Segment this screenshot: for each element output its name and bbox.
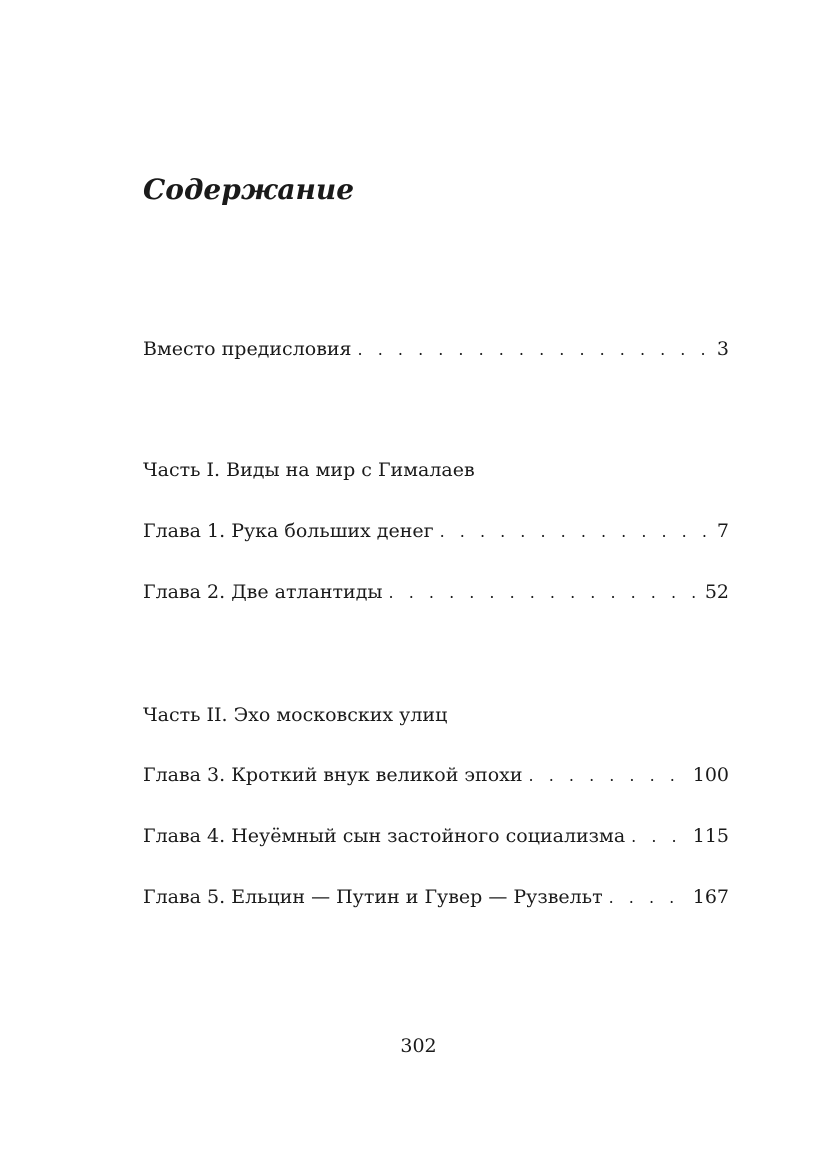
dot-leader: [440, 519, 711, 545]
toc-entry-preface: [143, 336, 729, 363]
toc-entry-page-number: 52: [704, 581, 729, 603]
toc-entry-label: Глава 1. Рука больших денег: [143, 520, 434, 542]
dot-leader: [389, 580, 699, 606]
toc-entry-chapter-5: [143, 884, 729, 911]
toc-entry-chapter-4: [143, 823, 729, 850]
page-number: 302: [400, 1035, 437, 1057]
toc-entry-label: Глава 5. Ельцин — Путин и Гувер — Рузвельт: [143, 886, 603, 908]
toc-entry-label: Вместо предисловия: [143, 338, 352, 360]
toc-entry-label: Глава 3. Кроткий внук великой эпохи: [143, 764, 523, 786]
toc-entry-page-number: 167: [692, 886, 729, 908]
toc-entry-page-number: 115: [692, 825, 729, 847]
dot-leader: [609, 885, 687, 911]
toc-entry-chapter-1: [143, 518, 729, 545]
dot-leader: [631, 824, 687, 850]
toc-entry-page-number: 3: [716, 338, 729, 360]
toc-entry-label: Глава 2. Две атлантиды: [143, 581, 383, 603]
toc-part-heading-2: Часть II. Эхо московских улиц: [143, 704, 448, 726]
toc-part-heading-1: Часть I. Виды на мир с Гималаев: [143, 459, 475, 481]
toc-entry-chapter-2: [143, 579, 729, 606]
dot-leader: [358, 337, 711, 363]
toc-entry-chapter-3: [143, 762, 729, 789]
dot-leader: [529, 763, 687, 789]
page-title: Содержание: [143, 173, 355, 206]
toc-entry-page-number: 7: [716, 520, 729, 542]
toc-entry-label: Глава 4. Неуёмный сын застойного социализма: [143, 825, 626, 847]
toc-entry-page-number: 100: [692, 764, 729, 786]
